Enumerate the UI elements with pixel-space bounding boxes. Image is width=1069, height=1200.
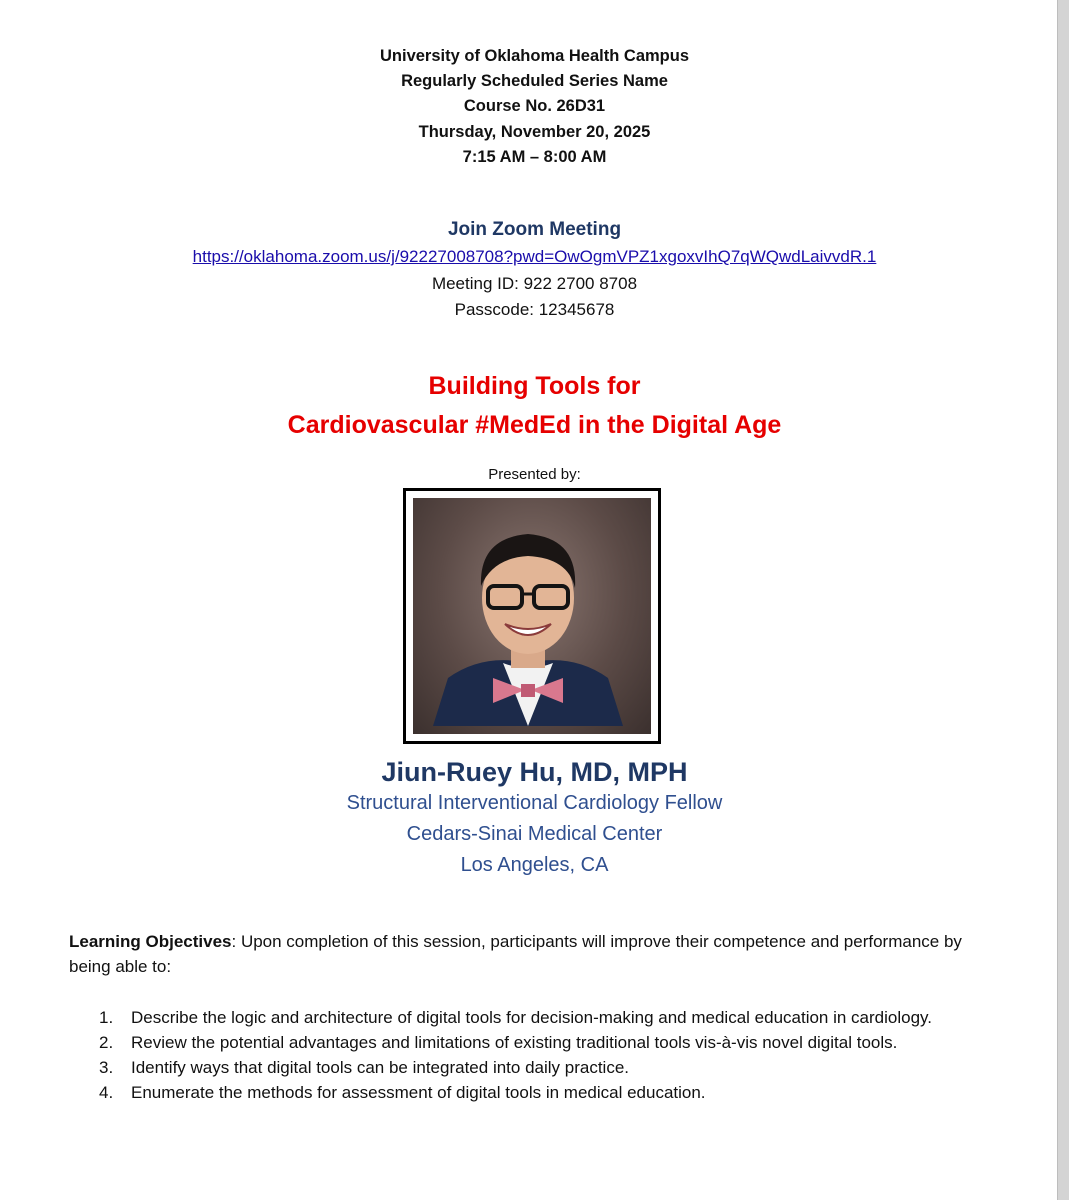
course-number-line: Course No. 26D31 bbox=[463, 97, 606, 116]
speaker-role: Structural Interventional Cardiology Fellow bbox=[346, 792, 723, 814]
objective-text: Review the potential advantages and limitations of existing traditional tools vis-à-vis novel digital tools. bbox=[131, 1033, 898, 1052]
objective-number: 1. bbox=[99, 1008, 114, 1027]
zoom-link-line bbox=[0, 246, 1069, 268]
talk-title-line-2: Cardiovascular #MedEd in the Digital Age bbox=[287, 411, 782, 439]
speaker-details bbox=[0, 788, 1069, 881]
series-name-line: Regularly Scheduled Series Name bbox=[401, 72, 668, 91]
passcode: Passcode: 12345678 bbox=[454, 300, 615, 319]
learning-objectives-list bbox=[69, 1005, 999, 1105]
learning-objectives-label: Learning Objectives bbox=[69, 932, 232, 951]
speaker-photo-frame bbox=[403, 488, 661, 744]
objective-text: Enumerate the methods for assessment of digital tools in medical education. bbox=[131, 1083, 706, 1102]
objective-number: 4. bbox=[99, 1083, 114, 1102]
zoom-title: Join Zoom Meeting bbox=[447, 219, 622, 240]
talk-title bbox=[0, 367, 1069, 445]
time-line: 7:15 AM – 8:00 AM bbox=[462, 147, 607, 166]
date-line: Thursday, November 20, 2025 bbox=[418, 122, 651, 141]
course-header bbox=[0, 44, 1069, 170]
speaker-location: Los Angeles, CA bbox=[460, 854, 609, 876]
speaker-portrait-illustration bbox=[413, 498, 643, 726]
objective-text: Describe the logic and architecture of digital tools for decision-making and medical education in cardiology. bbox=[131, 1008, 933, 1027]
objective-number: 2. bbox=[99, 1033, 114, 1052]
meeting-id: Meeting ID: 922 2700 8708 bbox=[431, 274, 638, 293]
learning-objectives-intro-text: : Upon completion of this session, participants will improve their competence and performance by being able to: bbox=[69, 932, 962, 976]
speaker-name: Jiun-Ruey Hu, MD, MPH bbox=[381, 757, 688, 787]
learning-objectives-intro bbox=[69, 929, 999, 979]
zoom-meeting-link[interactable]: https://oklahoma.zoom.us/j/92227008708?pwd=OwOgmVPZ1xgoxvIhQ7qWQwdLaivvdR.1 bbox=[192, 247, 877, 266]
objective-item bbox=[69, 1005, 999, 1030]
objective-item bbox=[69, 1080, 999, 1105]
speaker-institution: Cedars-Sinai Medical Center bbox=[406, 823, 663, 845]
zoom-info bbox=[0, 271, 1069, 323]
objective-item bbox=[69, 1030, 999, 1055]
objective-text: Identify ways that digital tools can be integrated into daily practice. bbox=[131, 1058, 630, 1077]
presented-by-label: Presented by: bbox=[488, 466, 581, 483]
speaker-photo bbox=[413, 498, 651, 734]
objective-number: 3. bbox=[99, 1058, 114, 1077]
institution-line: University of Oklahoma Health Campus bbox=[380, 47, 689, 65]
objective-item bbox=[69, 1055, 999, 1080]
talk-title-line-1: Building Tools for bbox=[428, 372, 641, 400]
